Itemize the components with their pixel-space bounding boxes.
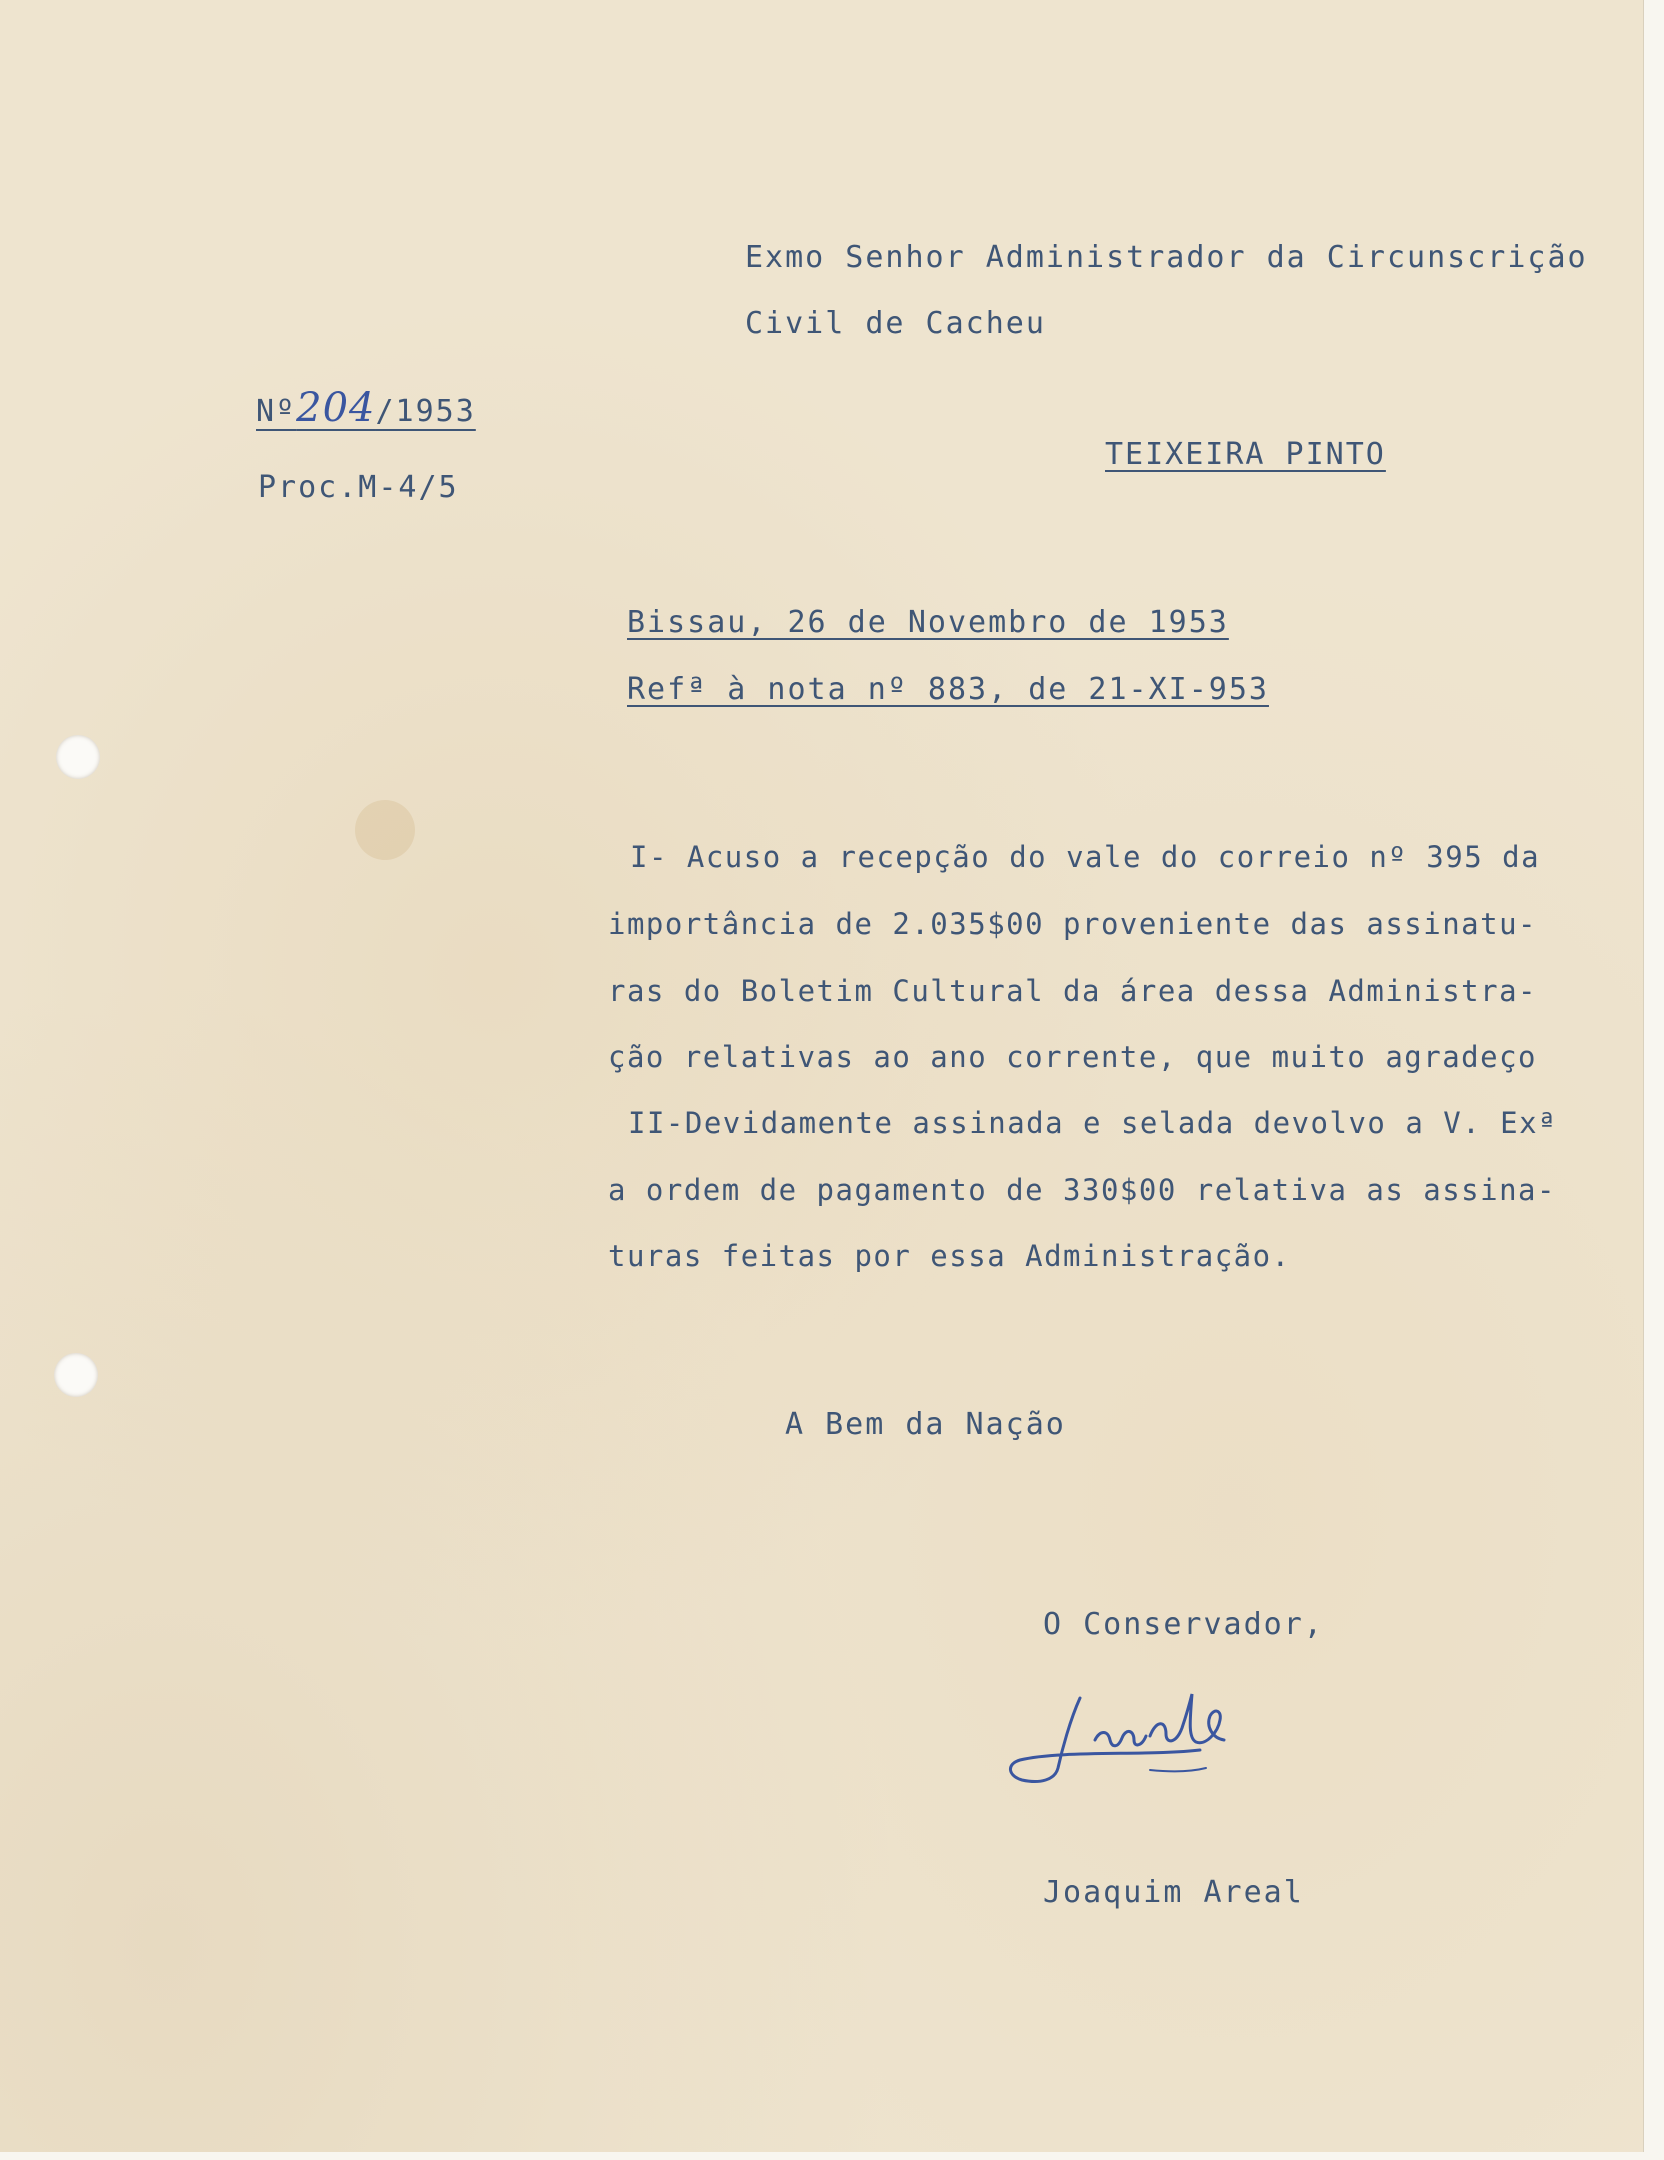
signer-name: Joaquim Areal bbox=[1043, 1875, 1304, 1910]
body-line: turas feitas por essa Administração. bbox=[608, 1239, 1291, 1273]
body-line: II-Devidamente assinada e selada devolvo a V. Exª bbox=[628, 1106, 1558, 1140]
handwritten-signature bbox=[1000, 1680, 1310, 1800]
reference-number-handwritten: 204 bbox=[296, 385, 376, 431]
body-line: ção relativas ao ano corrente, que muito agradeço bbox=[608, 1040, 1538, 1074]
date-line: Bissau, 26 de Novembro de 1953 bbox=[627, 605, 1229, 640]
addressee-line-2: Civil de Cacheu bbox=[745, 306, 1046, 341]
addressee-place: TEIXEIRA PINTO bbox=[1105, 437, 1386, 472]
reference-number-suffix: /1953 bbox=[375, 394, 476, 429]
reference-number-prefix: Nº bbox=[256, 394, 297, 429]
body-line: I- Acuso a recepção do vale do correio nº 395 da bbox=[630, 840, 1541, 874]
closing-salutation: A Bem da Nação bbox=[785, 1407, 1066, 1442]
process-reference: Proc.M-4/5 bbox=[258, 470, 459, 505]
punch-hole-bottom bbox=[54, 1353, 98, 1397]
paper-stain bbox=[355, 800, 415, 860]
page-edge-bottom bbox=[0, 2152, 1664, 2160]
reference-note-line: Refª à nota nº 883, de 21-XI-953 bbox=[627, 672, 1269, 707]
punch-hole-top bbox=[56, 735, 100, 779]
addressee-line-1: Exmo Senhor Administrador da Circunscrição bbox=[745, 240, 1588, 275]
reference-number bbox=[256, 385, 476, 431]
signer-title: O Conservador, bbox=[1043, 1607, 1324, 1642]
page-edge-right bbox=[1643, 0, 1664, 2160]
body-line: importância de 2.035$00 proveniente das assinatu- bbox=[608, 907, 1538, 941]
body-line: a ordem de pagamento de 330$00 relativa as assina- bbox=[608, 1173, 1556, 1207]
body-line: ras do Boletim Cultural da área dessa Administra- bbox=[608, 974, 1538, 1008]
